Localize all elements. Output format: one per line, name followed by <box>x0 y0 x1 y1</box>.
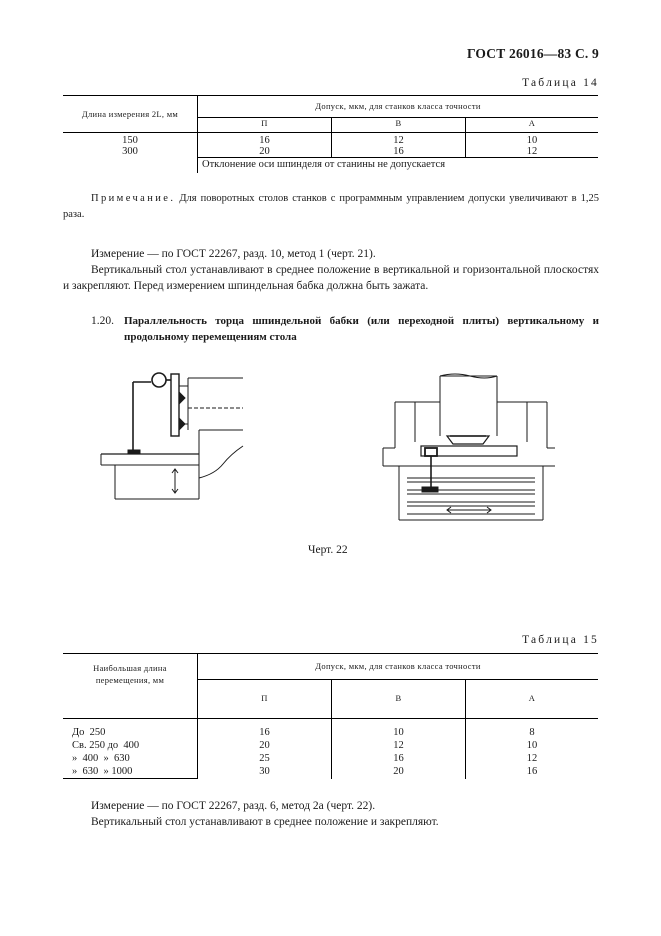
table15-v-cell: 12 <box>332 739 466 752</box>
note-label: Примечание. <box>91 193 176 204</box>
table14-class-a: А <box>528 117 536 128</box>
table14-length-150: 150 <box>63 133 198 147</box>
table14-class-v: В <box>395 117 402 128</box>
table15-class-p: П <box>261 693 268 704</box>
table14-v-300: 16 <box>332 146 466 158</box>
table-row <box>63 739 598 752</box>
table15-group-header: Допуск, мкм, для станков класса точности <box>315 660 481 671</box>
table15-length-header-line1: Наибольшая длина <box>93 663 167 673</box>
figure-caption: Черт. 22 <box>308 544 348 556</box>
table14-length-header: Длина измерения 2L, мм <box>81 108 179 119</box>
note <box>63 191 599 223</box>
table15-length-cell: До 250 <box>63 719 198 740</box>
table15-class-a: А <box>528 693 536 704</box>
table14-footer: Отклонение оси шпинделя от станины не допускается <box>202 159 446 170</box>
table15-length-header-line2: перемещения, мм <box>95 675 165 685</box>
page-header: ГОСТ 26016—83 С. 9 <box>466 46 599 61</box>
table15-class-v: В <box>395 693 402 704</box>
table15-p-cell: 16 <box>198 719 332 740</box>
table15-v-cell: 16 <box>332 752 466 765</box>
table-row <box>63 752 598 765</box>
measure2-line2: Вертикальный стол устанавливают в среднее положение и закрепляют. <box>91 816 439 828</box>
table15-a-cell: 10 <box>526 740 538 751</box>
table15-a-cell: 12 <box>526 753 538 764</box>
measure1-line1: Измерение — по ГОСТ 22267, разд. 10, метод 1 (черт. 21). <box>91 248 376 260</box>
table14-group-header: Допуск, мкм, для станков класса точности <box>315 100 481 111</box>
figure-22-drawing <box>95 368 555 528</box>
table14-p-300: 20 <box>198 146 332 158</box>
table15-caption: Таблица 15 <box>522 634 599 646</box>
table14-a-150: 10 <box>526 135 538 146</box>
figure-22-right-view <box>383 374 555 520</box>
table-row <box>63 719 598 740</box>
measure2-line1: Измерение — по ГОСТ 22267, разд. 6, метод 2а (черт. 22). <box>91 800 376 812</box>
table15 <box>63 653 598 779</box>
figure-22-left-view <box>101 373 243 499</box>
table14-length-300: 300 <box>63 146 198 158</box>
table-row <box>63 133 598 147</box>
table15-p-cell: 20 <box>198 739 332 752</box>
note-text: Для поворотных столов станков с программным управлением допуски увеличивают в 1,25 раза. <box>63 193 599 220</box>
table15-a-cell: 8 <box>529 727 535 738</box>
table14-a-300: 12 <box>466 146 599 158</box>
table-row <box>63 765 598 779</box>
table15-length-cell: » 400 » 630 <box>63 752 198 765</box>
table-row <box>63 146 598 158</box>
table14-p-150: 16 <box>198 133 332 147</box>
table15-v-cell: 20 <box>332 765 466 779</box>
measure1-line2: Вертикальный стол устанавливают в среднее положение в вертикальной и горизонтальной плоскостях и закрепляют. Перед измерением шпиндельная бабка должна быть зажата. <box>63 264 599 292</box>
section-title: Параллельность торца шпиндельной бабки (или переходной плиты) вертикальному и продольному перемещениям стола <box>124 315 599 343</box>
table14-v-150: 12 <box>332 133 466 147</box>
table14 <box>63 95 598 173</box>
table15-v-cell: 10 <box>332 719 466 740</box>
table15-a-cell: 16 <box>526 766 538 777</box>
table15-p-cell: 25 <box>198 752 332 765</box>
table15-length-cell: Св. 250 до 400 <box>63 739 198 752</box>
section-number: 1.20. <box>91 315 114 327</box>
table14-caption: Таблица 14 <box>522 77 599 89</box>
table15-p-cell: 30 <box>198 765 332 779</box>
table15-length-cell: » 630 » 1000 <box>63 765 198 779</box>
table14-class-p: П <box>261 117 268 128</box>
